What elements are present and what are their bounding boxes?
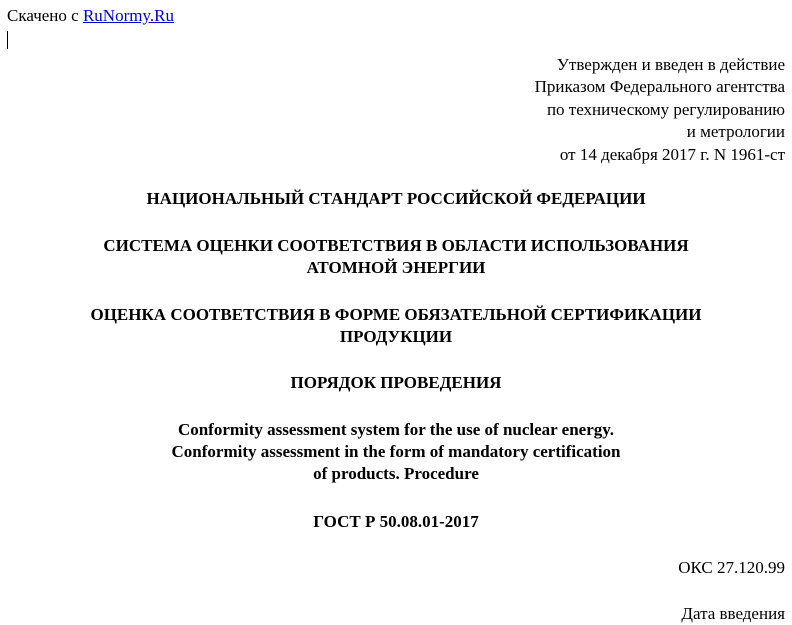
english-title	[0, 419, 792, 485]
text-cursor	[7, 31, 8, 49]
approval-line: Утвержден и введен в действие	[556, 55, 785, 74]
title-line: ОЦЕНКА СООТВЕТСТВИЯ В ФОРМЕ ОБЯЗАТЕЛЬНОЙ СЕРТИФИКАЦИИ	[90, 305, 702, 324]
oks-code: ОКС 27.120.99	[678, 558, 785, 577]
title-line: СИСТЕМА ОЦЕНКИ СООТВЕТСТВИЯ В ОБЛАСТИ ИСПОЛЬЗОВАНИЯ	[103, 236, 689, 255]
approval-line: и метрологии	[686, 122, 785, 142]
title-line: ПРОДУКЦИИ	[339, 327, 453, 346]
title-line: ПОРЯДОК ПРОВЕДЕНИЯ	[290, 373, 502, 392]
title-line: ГОСТ Р 50.08.01-2017	[313, 512, 479, 531]
system-title	[0, 235, 792, 279]
gost-number	[0, 511, 792, 533]
title-line: НАЦИОНАЛЬНЫЙ СТАНДАРТ РОССИЙСКОЙ ФЕДЕРАЦИИ	[146, 189, 646, 208]
source-prefix: Скачено с	[7, 6, 83, 25]
title-line: Conformity assessment system for the use of nuclear energy.	[177, 420, 615, 439]
national-standard-title	[0, 188, 792, 210]
assessment-title	[0, 304, 792, 348]
source-link[interactable]: RuNormy.Ru	[82, 6, 174, 25]
approval-line: по техническому регулированию	[546, 99, 785, 119]
title-line: of products. Procedure	[313, 464, 479, 483]
source-line	[7, 6, 174, 26]
title-line: АТОМНОЙ ЭНЕРГИИ	[306, 258, 486, 277]
date-intro-label: Дата введения	[681, 604, 785, 623]
procedure-title	[0, 372, 792, 394]
approval-line: от 14 декабря 2017 г. N 1961-ст	[559, 144, 785, 164]
approval-block	[535, 54, 785, 166]
approval-line: Приказом Федерального агентства	[534, 77, 785, 97]
title-line: Conformity assessment in the form of mandatory certification	[171, 442, 621, 461]
